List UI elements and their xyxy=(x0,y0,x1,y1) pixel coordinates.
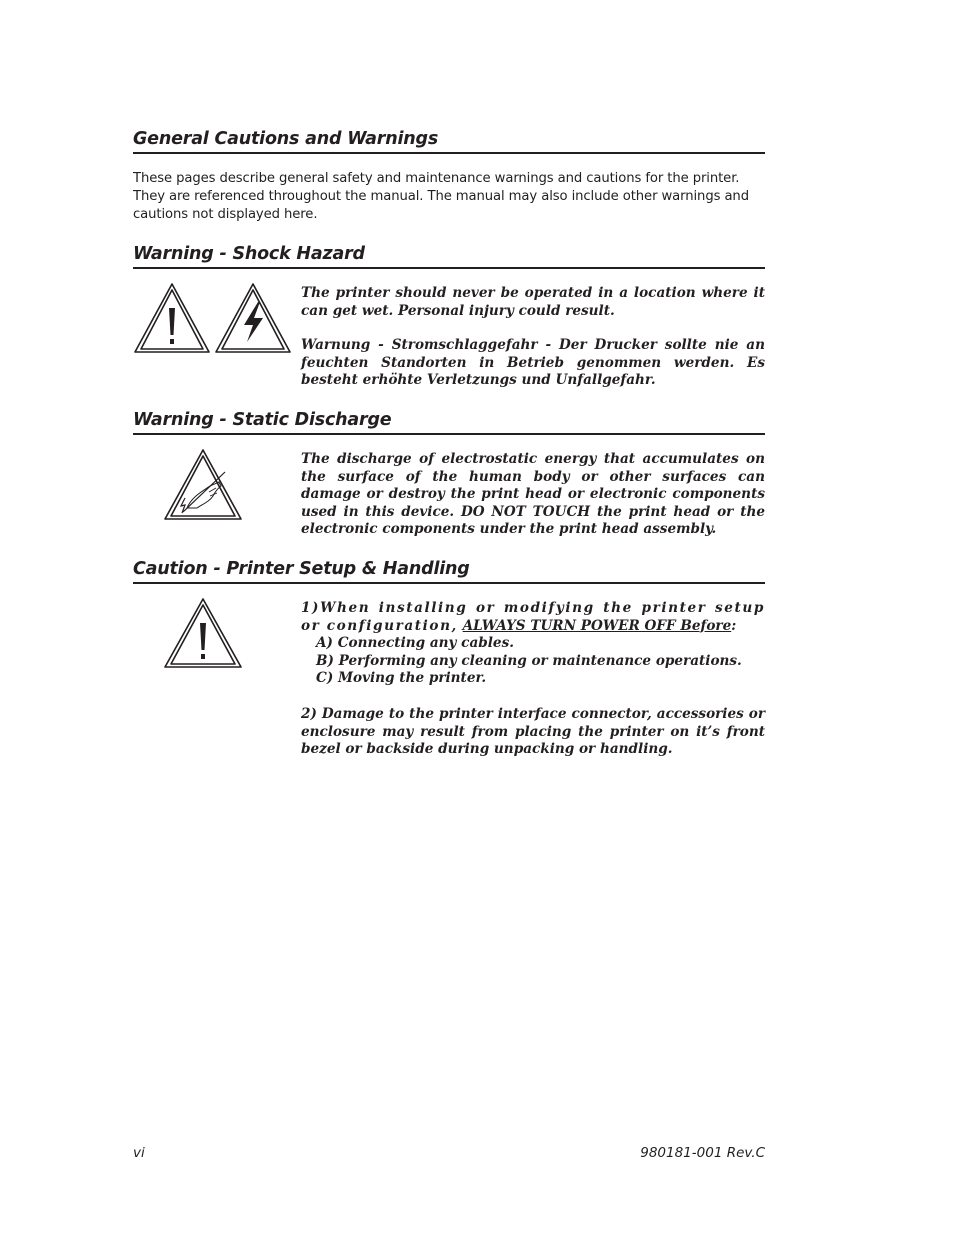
shock-hazard-text xyxy=(301,285,765,390)
caution-item-1 xyxy=(301,600,765,635)
general-cautions-intro: These pages describe general safety and maintenance warnings and cautions for the printer. They are referenced throughout the manual. The manual may also include other warnings and cautions not displayed here. xyxy=(133,171,749,222)
shock-hazard-heading: Warning - Shock Hazard xyxy=(133,243,765,269)
caution-item-1-intro: 1)When installing or modifying the printer setup or configuration, xyxy=(301,600,765,634)
page-number: vi xyxy=(133,1145,145,1161)
caution-exclamation-icon xyxy=(163,597,243,669)
general-cautions-heading: General Cautions and Warnings xyxy=(133,128,765,154)
exclamation-warning-icon xyxy=(133,282,211,354)
static-discharge-paragraph: The discharge of electrostatic energy that accumulates on the surface of the human body or other surfaces can damage or destroy the print head or electronic components used in this device. DO NOT TOUCH the print head or the electronic components under the print head assembly. xyxy=(301,451,765,538)
power-off-emphasis: ALWAYS TURN POWER OFF Before xyxy=(462,617,732,634)
caution-item-1c: C) Moving the printer. xyxy=(316,670,487,687)
shock-hazard-english: The printer should never be operated in a location where it can get wet. Personal injury could result. xyxy=(301,285,765,319)
static-discharge-heading: Warning - Static Discharge xyxy=(133,409,765,435)
printer-setup-text xyxy=(301,600,765,759)
caution-item-1a: A) Connecting any cables. xyxy=(316,635,514,652)
caution-item-2: 2) Damage to the printer interface connector, accessories or enclosure may result from placing the printer on it’s front bezel or backside during unpacking or handling. xyxy=(301,705,765,758)
printer-setup-heading: Caution - Printer Setup & Handling xyxy=(133,558,765,584)
document-number: 980181-001 Rev.C xyxy=(640,1145,765,1161)
caution-item-1-colon: : xyxy=(731,617,737,634)
static-discharge-icon xyxy=(163,448,243,521)
static-discharge-text xyxy=(301,451,765,539)
electric-shock-icon xyxy=(214,282,292,354)
shock-hazard-german: Warnung - Stromschlaggefahr - Der Drucker sollte nie an feuchten Standorten in Betrieb genommen werden. Es besteht erhöhte Verletzungs und Unfallgefahr. xyxy=(301,337,765,389)
caution-item-1b: B) Performing any cleaning or maintenance operations. xyxy=(316,652,742,669)
